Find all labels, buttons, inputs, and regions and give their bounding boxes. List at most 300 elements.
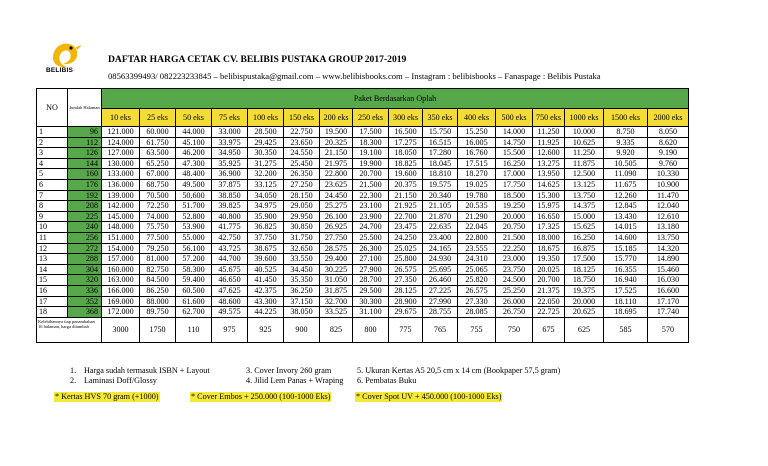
price-cell: 34.050 bbox=[248, 190, 284, 201]
row-halaman: 112 bbox=[68, 137, 102, 148]
row-number: 3 bbox=[37, 148, 68, 159]
row-number: 13 bbox=[37, 254, 68, 265]
price-cell: 21.925 bbox=[389, 201, 423, 212]
extra-price-cell: 1750 bbox=[140, 317, 176, 342]
price-cell: 41.775 bbox=[212, 222, 248, 233]
extra-price-cell: 765 bbox=[423, 317, 458, 342]
price-cell: 19.600 bbox=[389, 169, 423, 180]
price-cell: 26.460 bbox=[423, 275, 458, 286]
extra-price-cell: 750 bbox=[496, 317, 533, 342]
column-header: 75 eks bbox=[212, 109, 248, 127]
extra-price-cell: 3000 bbox=[102, 317, 140, 342]
price-cell: 12.500 bbox=[565, 169, 604, 180]
price-cell: 17.740 bbox=[648, 307, 689, 318]
price-cell: 29.675 bbox=[389, 307, 423, 318]
price-cell: 13.430 bbox=[604, 211, 648, 222]
price-cell: 26.100 bbox=[320, 211, 353, 222]
row-halaman: 288 bbox=[68, 254, 102, 265]
price-cell: 24.450 bbox=[320, 190, 353, 201]
price-cell: 25.025 bbox=[389, 243, 423, 254]
price-cell: 21.975 bbox=[320, 158, 353, 169]
price-cell: 38.675 bbox=[248, 243, 284, 254]
extra-price-cell: 800 bbox=[353, 317, 389, 342]
price-cell: 23.555 bbox=[458, 243, 496, 254]
note-item: 2. Laminasi Doff/Glossy bbox=[70, 376, 157, 385]
price-cell: 19.575 bbox=[423, 179, 458, 190]
price-cell: 11.250 bbox=[565, 148, 604, 159]
price-cell: 10.505 bbox=[604, 158, 648, 169]
price-cell: 15.250 bbox=[458, 127, 496, 138]
price-cell: 18.500 bbox=[496, 190, 533, 201]
price-cell: 14.890 bbox=[648, 254, 689, 265]
price-cell: 28.575 bbox=[320, 243, 353, 254]
price-cell: 37.150 bbox=[284, 296, 320, 307]
extra-price-cell: 110 bbox=[176, 317, 212, 342]
price-cell: 17.525 bbox=[604, 285, 648, 296]
price-cell: 11.675 bbox=[604, 179, 648, 190]
price-cell: 124.000 bbox=[102, 137, 140, 148]
price-cell: 121.000 bbox=[102, 127, 140, 138]
price-cell: 20.375 bbox=[389, 179, 423, 190]
price-cell: 17.170 bbox=[648, 296, 689, 307]
price-cell: 40.800 bbox=[212, 211, 248, 222]
note-item: 6. Pembatas Buku bbox=[357, 376, 417, 385]
price-cell: 44.225 bbox=[248, 307, 284, 318]
row-number: 18 bbox=[37, 307, 68, 318]
price-cell: 55.000 bbox=[176, 232, 212, 243]
price-cell: 31.050 bbox=[320, 275, 353, 286]
extra-price-cell: 925 bbox=[248, 317, 284, 342]
price-cell: 25.250 bbox=[496, 285, 533, 296]
price-cell: 10.000 bbox=[565, 127, 604, 138]
price-cell: 9.335 bbox=[604, 137, 648, 148]
price-cell: 27.900 bbox=[353, 264, 389, 275]
price-cell: 15.000 bbox=[565, 211, 604, 222]
row-number: 2 bbox=[37, 137, 68, 148]
price-cell: 35.925 bbox=[212, 158, 248, 169]
price-cell: 20.625 bbox=[565, 307, 604, 318]
notes-col-1 bbox=[70, 366, 210, 386]
price-cell: 34.975 bbox=[248, 201, 284, 212]
extra-pages-label: Kelebihannya tiap penambahan 16 halaman, harga ditambah bbox=[37, 317, 102, 342]
price-cell: 30.850 bbox=[284, 222, 320, 233]
price-cell: 51.700 bbox=[176, 201, 212, 212]
row-halaman: 225 bbox=[68, 211, 102, 222]
price-cell: 19.100 bbox=[353, 148, 389, 159]
price-cell: 21.500 bbox=[353, 179, 389, 190]
extra-price-cell: 585 bbox=[604, 317, 648, 342]
row-halaman: 352 bbox=[68, 296, 102, 307]
price-cell: 16.250 bbox=[565, 232, 604, 243]
price-cell: 23.650 bbox=[284, 137, 320, 148]
price-cell: 139.000 bbox=[102, 190, 140, 201]
row-halaman: 368 bbox=[68, 307, 102, 318]
price-cell: 82.750 bbox=[140, 264, 176, 275]
price-cell: 28.085 bbox=[458, 307, 496, 318]
price-cell: 15.750 bbox=[423, 127, 458, 138]
price-cell: 28.900 bbox=[389, 296, 423, 307]
price-cell: 47.300 bbox=[176, 158, 212, 169]
row-number: 6 bbox=[37, 179, 68, 190]
price-cell: 25.450 bbox=[284, 158, 320, 169]
price-cell: 23.625 bbox=[320, 179, 353, 190]
price-cell: 33.525 bbox=[320, 307, 353, 318]
price-cell: 28.755 bbox=[423, 307, 458, 318]
row-halaman: 272 bbox=[68, 243, 102, 254]
price-cell: 19.500 bbox=[320, 127, 353, 138]
column-header: 1000 eks bbox=[565, 109, 604, 127]
extra-price-cell: 900 bbox=[284, 317, 320, 342]
price-cell: 20.000 bbox=[565, 296, 604, 307]
row-number: 12 bbox=[37, 243, 68, 254]
price-cell: 21.375 bbox=[533, 285, 565, 296]
price-cell: 151.000 bbox=[102, 232, 140, 243]
price-cell: 23.400 bbox=[423, 232, 458, 243]
price-cell: 12.260 bbox=[604, 190, 648, 201]
price-cell: 24.930 bbox=[423, 254, 458, 265]
price-cell: 26.350 bbox=[284, 169, 320, 180]
price-cell: 22.045 bbox=[458, 222, 496, 233]
price-cell: 9.920 bbox=[604, 148, 648, 159]
price-cell: 13.750 bbox=[648, 232, 689, 243]
price-cell: 18.695 bbox=[604, 307, 648, 318]
price-cell: 61.600 bbox=[176, 296, 212, 307]
extra-price-cell: 675 bbox=[533, 317, 565, 342]
price-cell: 16.250 bbox=[496, 158, 533, 169]
price-cell: 18.125 bbox=[565, 264, 604, 275]
price-cell: 22.050 bbox=[533, 296, 565, 307]
table-row bbox=[37, 201, 689, 212]
price-cell: 11.875 bbox=[565, 158, 604, 169]
column-header: 100 eks bbox=[248, 109, 284, 127]
row-number: 10 bbox=[37, 222, 68, 233]
row-halaman: 192 bbox=[68, 190, 102, 201]
logo-text: BELIBIS bbox=[46, 67, 74, 74]
price-cell: 28.125 bbox=[389, 285, 423, 296]
price-cell: 17.275 bbox=[389, 137, 423, 148]
price-cell: 10.625 bbox=[565, 137, 604, 148]
price-cell: 15.460 bbox=[648, 264, 689, 275]
price-cell: 15.185 bbox=[604, 243, 648, 254]
price-cell: 36.825 bbox=[248, 222, 284, 233]
price-cell: 33.000 bbox=[212, 127, 248, 138]
price-cell: 28.700 bbox=[353, 275, 389, 286]
price-cell: 70.500 bbox=[140, 190, 176, 201]
table-row bbox=[37, 243, 689, 254]
price-cell: 29.400 bbox=[320, 254, 353, 265]
price-cell: 22.635 bbox=[423, 222, 458, 233]
row-number: 4 bbox=[37, 158, 68, 169]
price-cell: 25.800 bbox=[389, 254, 423, 265]
price-cell: 24.700 bbox=[353, 222, 389, 233]
price-cell: 27.750 bbox=[320, 232, 353, 243]
price-cell: 30.225 bbox=[320, 264, 353, 275]
header-paket: Paket Berdasarkan Oplah bbox=[102, 89, 689, 109]
table-row bbox=[37, 211, 689, 222]
price-cell: 14.320 bbox=[648, 243, 689, 254]
price-cell: 68.750 bbox=[140, 179, 176, 190]
price-cell: 11.250 bbox=[533, 127, 565, 138]
header-jumlah-halaman: Jumlah Halaman bbox=[68, 89, 102, 127]
price-cell: 19.250 bbox=[496, 201, 533, 212]
row-number: 7 bbox=[37, 190, 68, 201]
extra-price-cell: 825 bbox=[320, 317, 353, 342]
price-cell: 20.340 bbox=[423, 190, 458, 201]
table-row bbox=[37, 148, 689, 159]
column-header: 350 eks bbox=[423, 109, 458, 127]
row-number: 17 bbox=[37, 296, 68, 307]
table-row bbox=[37, 127, 689, 138]
table-row bbox=[37, 232, 689, 243]
price-cell: 136.000 bbox=[102, 179, 140, 190]
price-cell: 39.825 bbox=[212, 201, 248, 212]
price-cell: 18.675 bbox=[533, 243, 565, 254]
price-cell: 14.600 bbox=[604, 232, 648, 243]
price-cell: 23.000 bbox=[496, 254, 533, 265]
notes-col-2 bbox=[246, 366, 343, 386]
row-halaman: 304 bbox=[68, 264, 102, 275]
note-item: 3. Cover Invory 260 gram bbox=[246, 366, 332, 375]
price-cell: 30.300 bbox=[353, 296, 389, 307]
price-cell: 25.500 bbox=[353, 232, 389, 243]
table-row bbox=[37, 222, 689, 233]
row-halaman: 144 bbox=[68, 158, 102, 169]
price-cell: 58.300 bbox=[176, 264, 212, 275]
price-cell: 19.780 bbox=[458, 190, 496, 201]
price-cell: 17.280 bbox=[423, 148, 458, 159]
price-cell: 38.050 bbox=[284, 307, 320, 318]
price-cell: 27.990 bbox=[423, 296, 458, 307]
table-row bbox=[37, 190, 689, 201]
column-header: 400 eks bbox=[458, 109, 496, 127]
price-cell: 11.090 bbox=[604, 169, 648, 180]
price-cell: 163.000 bbox=[102, 275, 140, 286]
price-cell: 47.625 bbox=[212, 285, 248, 296]
price-cell: 15.500 bbox=[496, 148, 533, 159]
row-number: 9 bbox=[37, 211, 68, 222]
price-cell: 79.250 bbox=[140, 243, 176, 254]
price-cell: 34.450 bbox=[284, 264, 320, 275]
price-cell: 45.675 bbox=[212, 264, 248, 275]
price-cell: 49.500 bbox=[176, 179, 212, 190]
price-cell: 22.250 bbox=[496, 243, 533, 254]
price-cell: 24.500 bbox=[496, 275, 533, 286]
price-cell: 16.355 bbox=[604, 264, 648, 275]
price-cell: 26.575 bbox=[389, 264, 423, 275]
price-cell: 18.810 bbox=[423, 169, 458, 180]
price-cell: 31.275 bbox=[248, 158, 284, 169]
column-header: 300 eks bbox=[389, 109, 423, 127]
price-cell: 43.300 bbox=[248, 296, 284, 307]
price-cell: 8.050 bbox=[648, 127, 689, 138]
price-cell: 24.250 bbox=[389, 232, 423, 243]
price-cell: 57.200 bbox=[176, 254, 212, 265]
price-cell: 48.400 bbox=[176, 169, 212, 180]
contact-info: 08563399493/ 082223233845 – belibispustaka@gmail.com – www.belibisbooks.com – Instagram : belibisbooks – Fanaspage : Belibis Pustaka bbox=[108, 71, 601, 81]
price-cell: 40.525 bbox=[248, 264, 284, 275]
price-cell: 16.030 bbox=[648, 275, 689, 286]
price-cell: 148.000 bbox=[102, 222, 140, 233]
column-header: 50 eks bbox=[176, 109, 212, 127]
row-number: 5 bbox=[37, 169, 68, 180]
row-halaman: 126 bbox=[68, 148, 102, 159]
extra-pages-row bbox=[37, 317, 689, 342]
price-cell: 41.450 bbox=[248, 275, 284, 286]
price-cell: 20.700 bbox=[533, 275, 565, 286]
price-cell: 18.825 bbox=[389, 158, 423, 169]
column-header: 250 eks bbox=[353, 109, 389, 127]
highlight-hvs: * Kertas HVS 70 gram (+1000) bbox=[55, 392, 159, 401]
price-cell: 20.000 bbox=[496, 211, 533, 222]
price-cell: 133.000 bbox=[102, 169, 140, 180]
price-cell: 13.125 bbox=[565, 179, 604, 190]
price-cell: 169.000 bbox=[102, 296, 140, 307]
price-cell: 35.350 bbox=[284, 275, 320, 286]
row-halaman: 336 bbox=[68, 285, 102, 296]
price-cell: 62.700 bbox=[176, 307, 212, 318]
price-cell: 74.000 bbox=[140, 211, 176, 222]
price-cell: 12.845 bbox=[604, 201, 648, 212]
price-cell: 33.975 bbox=[212, 137, 248, 148]
price-cell: 130.000 bbox=[102, 158, 140, 169]
page-title: DAFTAR HARGA CETAK CV. BELIBIS PUSTAKA GROUP 2017-2019 bbox=[108, 54, 407, 65]
price-cell: 26.750 bbox=[496, 307, 533, 318]
price-cell: 44.000 bbox=[176, 127, 212, 138]
price-cell: 38.850 bbox=[212, 190, 248, 201]
note-item: 4. Jilid Lem Panas + Wraping bbox=[246, 376, 344, 385]
header-no: NO bbox=[37, 89, 68, 127]
price-cell: 13.750 bbox=[565, 190, 604, 201]
price-cell: 27.250 bbox=[284, 179, 320, 190]
price-cell: 8.750 bbox=[604, 127, 648, 138]
price-cell: 30.350 bbox=[248, 148, 284, 159]
price-cell: 13.950 bbox=[533, 169, 565, 180]
price-cell: 29.050 bbox=[284, 201, 320, 212]
price-cell: 45.100 bbox=[176, 137, 212, 148]
price-cell: 24.550 bbox=[284, 148, 320, 159]
table-row bbox=[37, 285, 689, 296]
price-cell: 24.165 bbox=[423, 243, 458, 254]
price-table bbox=[36, 88, 689, 343]
price-cell: 32.200 bbox=[248, 169, 284, 180]
price-cell: 27.350 bbox=[389, 275, 423, 286]
row-number: 16 bbox=[37, 285, 68, 296]
price-cell: 50.600 bbox=[176, 190, 212, 201]
row-number: 15 bbox=[37, 275, 68, 286]
price-cell: 14.625 bbox=[533, 179, 565, 190]
price-cell: 49.575 bbox=[212, 307, 248, 318]
price-cell: 59.400 bbox=[176, 275, 212, 286]
price-cell: 20.325 bbox=[320, 137, 353, 148]
price-cell: 160.000 bbox=[102, 264, 140, 275]
table-row bbox=[37, 169, 689, 180]
price-cell: 16.600 bbox=[648, 285, 689, 296]
row-number: 8 bbox=[37, 201, 68, 212]
price-cell: 26.300 bbox=[353, 243, 389, 254]
price-cell: 61.750 bbox=[140, 137, 176, 148]
price-cell: 18.750 bbox=[565, 275, 604, 286]
price-cell: 24.310 bbox=[458, 254, 496, 265]
price-cell: 46.650 bbox=[212, 275, 248, 286]
price-cell: 34.950 bbox=[212, 148, 248, 159]
price-cell: 10.900 bbox=[648, 179, 689, 190]
price-cell: 15.625 bbox=[565, 222, 604, 233]
price-cell: 22.700 bbox=[389, 211, 423, 222]
price-cell: 84.500 bbox=[140, 275, 176, 286]
price-cell: 81.000 bbox=[140, 254, 176, 265]
table-row bbox=[37, 307, 689, 318]
price-cell: 17.000 bbox=[496, 169, 533, 180]
price-cell: 27.225 bbox=[423, 285, 458, 296]
price-cell: 23.475 bbox=[389, 222, 423, 233]
price-cell: 88.000 bbox=[140, 296, 176, 307]
price-cell: 21.870 bbox=[423, 211, 458, 222]
note-item: 5. Ukuran Kertas A5 20,5 cm x 14 cm (Bookpaper 57,5 gram) bbox=[357, 366, 561, 375]
price-cell: 15.975 bbox=[533, 201, 565, 212]
price-cell: 26.000 bbox=[496, 296, 533, 307]
row-halaman: 208 bbox=[68, 201, 102, 212]
table-row bbox=[37, 264, 689, 275]
row-halaman: 320 bbox=[68, 275, 102, 286]
price-cell: 14.000 bbox=[496, 127, 533, 138]
price-cell: 25.820 bbox=[458, 275, 496, 286]
price-cell: 9.760 bbox=[648, 158, 689, 169]
price-cell: 75.750 bbox=[140, 222, 176, 233]
row-halaman: 256 bbox=[68, 232, 102, 243]
price-cell: 19.900 bbox=[353, 158, 389, 169]
price-cell: 142.000 bbox=[102, 201, 140, 212]
notes-col-3 bbox=[357, 366, 560, 386]
price-cell: 37.875 bbox=[212, 179, 248, 190]
extra-price-cell: 625 bbox=[565, 317, 604, 342]
price-cell: 23.100 bbox=[353, 201, 389, 212]
price-cell: 11.925 bbox=[533, 137, 565, 148]
price-cell: 10.330 bbox=[648, 169, 689, 180]
price-cell: 21.105 bbox=[423, 201, 458, 212]
price-cell: 43.725 bbox=[212, 243, 248, 254]
price-cell: 19.350 bbox=[533, 254, 565, 265]
price-cell: 60.000 bbox=[140, 127, 176, 138]
table-row bbox=[37, 158, 689, 169]
price-cell: 17.500 bbox=[353, 127, 389, 138]
price-cell: 48.600 bbox=[212, 296, 248, 307]
column-header: 500 eks bbox=[496, 109, 533, 127]
price-cell: 16.875 bbox=[565, 243, 604, 254]
price-cell: 25.695 bbox=[423, 264, 458, 275]
price-cell: 16.005 bbox=[458, 137, 496, 148]
price-cell: 22.750 bbox=[284, 127, 320, 138]
price-cell: 21.500 bbox=[496, 232, 533, 243]
row-halaman: 160 bbox=[68, 169, 102, 180]
column-header: 2000 eks bbox=[648, 109, 689, 127]
price-cell: 9.190 bbox=[648, 148, 689, 159]
price-cell: 18.110 bbox=[604, 296, 648, 307]
price-cell: 21.150 bbox=[389, 190, 423, 201]
price-cell: 22.800 bbox=[458, 232, 496, 243]
row-number: 14 bbox=[37, 264, 68, 275]
price-cell: 15.770 bbox=[604, 254, 648, 265]
price-cell: 29.950 bbox=[284, 211, 320, 222]
price-cell: 39.600 bbox=[248, 254, 284, 265]
price-cell: 77.500 bbox=[140, 232, 176, 243]
price-cell: 166.000 bbox=[102, 285, 140, 296]
price-cell: 31.750 bbox=[284, 232, 320, 243]
price-cell: 18.050 bbox=[389, 148, 423, 159]
price-cell: 16.650 bbox=[533, 211, 565, 222]
column-header: 150 eks bbox=[284, 109, 320, 127]
extra-price-cell: 755 bbox=[458, 317, 496, 342]
price-cell: 16.515 bbox=[423, 137, 458, 148]
